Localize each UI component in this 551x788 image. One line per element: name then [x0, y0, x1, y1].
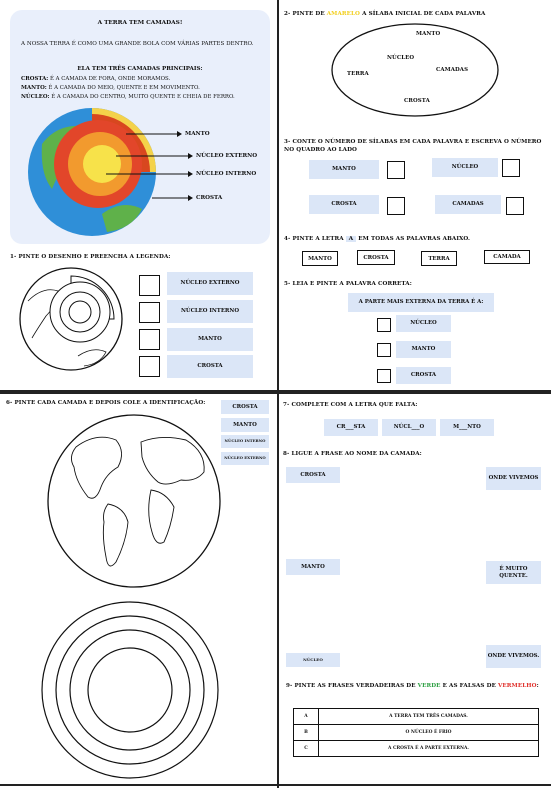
table-row[interactable]: [294, 741, 539, 757]
q7-title: 7- COMPLETE COM A LETRA QUE FALTA:: [283, 402, 418, 408]
q3-answer-box-4[interactable]: [506, 197, 524, 215]
q2-title: 2- PINTE DE AMARELO A SÍLABA INICIAL DE CADA PALAVRA: [284, 11, 486, 17]
q5-option-crosta: CROSTA: [396, 367, 451, 384]
q9-row-text[interactable]: A CROSTA É A PARTE EXTERNA.: [319, 741, 539, 757]
table-row[interactable]: [294, 709, 539, 725]
q5-option-manto: MANTO: [396, 341, 451, 358]
q5-title: 5- LEIA E PINTE A PALAVRA CORRETA:: [284, 281, 412, 287]
q1-earth-outline[interactable]: [18, 266, 124, 372]
q9-row-text[interactable]: A TERRA TEM TRÊS CAMADAS.: [319, 709, 539, 725]
inner-core-layer: [83, 145, 121, 183]
q6-sticker-nucleo-interno[interactable]: NÚCLEO INTERNO: [221, 435, 269, 448]
q9-row-text[interactable]: O NÚCLEO É FRIO: [319, 725, 539, 741]
q2-word-crosta[interactable]: CROSTA: [404, 98, 430, 104]
q1-legend-label-1: NÚCLEO EXTERNO: [167, 272, 253, 295]
q8-left-manto[interactable]: MANTO: [286, 559, 340, 575]
q6-sticker-crosta[interactable]: CROSTA: [221, 400, 269, 414]
diagram-label-manto: MANTO: [185, 131, 210, 137]
q8-left-crosta[interactable]: CROSTA: [286, 467, 340, 483]
q3-word-camadas: CAMADAS: [435, 195, 501, 214]
q3-title: 3- CONTE O NÚMERO DE SÍLABAS EM CADA PALAVRA E ESCREVA O NÚMERO NO QUADRO AO LADO: [284, 139, 542, 153]
q7-word-2[interactable]: NÚCL___O: [382, 419, 436, 436]
intro-text: A NOSSA TERRA É COMO UMA GRANDE BOLA COM VÁRIAS PARTES DENTRO.: [21, 41, 254, 47]
q3-word-manto: MANTO: [309, 160, 379, 179]
q3-word-crosta: CROSTA: [309, 195, 379, 214]
q1-legend-label-2: NÚCLEO INTERNO: [167, 300, 253, 323]
q1-legend-label-3: MANTO: [167, 328, 253, 351]
q1-legend-box-4[interactable]: [139, 356, 160, 377]
q1-legend-box-1[interactable]: [139, 275, 160, 296]
q3-answer-box-3[interactable]: [387, 197, 405, 215]
diagram-label-outer-core: NÚCLEO EXTERNO: [196, 153, 258, 159]
intro-layer-manto: MANTO: É A CAMADA DO MEIO, QUENTE E EM MOVIMENTO.: [21, 85, 200, 91]
table-row[interactable]: [294, 725, 539, 741]
q8-right-2[interactable]: É MUITO QUENTE.: [486, 561, 541, 584]
q6-layers-circles[interactable]: [40, 600, 220, 780]
q4-word-camada[interactable]: CAMADA: [484, 250, 530, 264]
q3-answer-box-1[interactable]: [387, 161, 405, 179]
q1-legend-box-2[interactable]: [139, 302, 160, 323]
q2-word-camadas[interactable]: CAMADAS: [436, 67, 469, 73]
q2-word-nucleo[interactable]: NÚCLEO: [387, 55, 415, 61]
horizontal-divider: [0, 390, 551, 394]
q6-title: 6- PINTE CADA CAMADA E DEPOIS COLE A IDENTIFICAÇÃO:: [6, 400, 206, 406]
q2-word-manto[interactable]: MANTO: [416, 31, 441, 37]
q9-row-letter: C: [294, 741, 319, 757]
q5-question: A PARTE MAIS EXTERNA DA TERRA É A:: [348, 293, 494, 312]
q1-legend-label-4: CROSTA: [167, 355, 253, 378]
q5-option-box-2[interactable]: [377, 343, 391, 357]
q4-word-terra[interactable]: TERRA: [421, 251, 457, 266]
q9-row-letter: A: [294, 709, 319, 725]
q8-right-3[interactable]: ONDE VIVEMOS.: [486, 645, 541, 668]
q5-option-box-3[interactable]: [377, 369, 391, 383]
diagram-label-inner-core: NÚCLEO INTERNO: [196, 171, 257, 177]
q9-true-false-table: [293, 708, 539, 757]
q5-option-box-1[interactable]: [377, 318, 391, 332]
q8-title: 8- LIGUE A FRASE AO NOME DA CAMADA:: [283, 451, 422, 457]
q1-legend-box-3[interactable]: [139, 329, 160, 350]
bottom-border: [0, 784, 551, 786]
q3-answer-box-2[interactable]: [502, 159, 520, 177]
q6-world-globe[interactable]: [46, 412, 222, 590]
q4-title: 4- PINTE A LETRA A EM TODAS AS PALAVRAS ABAIXO.: [284, 236, 471, 242]
diagram-label-crosta: CROSTA: [196, 195, 223, 201]
q9-title: 9- PINTE AS FRASES VERDADEIRAS DE VERDE E AS FALSAS DE VERMELHO:: [286, 683, 539, 689]
intro-layer-crosta: CROSTA: É A CAMADA DE FORA, ONDE MORAMOS.: [21, 76, 171, 82]
vertical-divider: [277, 0, 279, 788]
q8-left-nucleo[interactable]: NÚCLEO: [286, 653, 340, 667]
q7-word-1[interactable]: CR___STA: [324, 419, 378, 436]
q9-row-letter: B: [294, 725, 319, 741]
q4-word-manto[interactable]: MANTO: [302, 251, 338, 266]
q3-word-nucleo: NÚCLEO: [432, 158, 498, 177]
intro-subtitle: ELA TEM TRÊS CAMADAS PRINCIPAIS:: [77, 66, 203, 72]
q4-word-crosta[interactable]: CROSTA: [357, 250, 395, 265]
q7-word-3[interactable]: M___NTO: [440, 419, 494, 436]
intro-title: A TERRA TEM CAMADAS!: [97, 20, 183, 26]
q2-word-terra[interactable]: TERRA: [347, 71, 369, 77]
q6-sticker-nucleo-externo[interactable]: NÚCLEO EXTERNO: [221, 452, 269, 465]
intro-layer-nucleo: NÚCLEO: É A CAMADA DO CENTRO, MUITO QUENTE E CHEIA DE FERRO.: [21, 94, 235, 100]
q6-sticker-manto[interactable]: MANTO: [221, 418, 269, 432]
q8-right-1[interactable]: ONDE VIVEMOS: [486, 467, 541, 490]
q1-title: 1- PINTE O DESENHO E PREENCHA A LEGENDA:: [10, 254, 171, 260]
q5-option-nucleo: NÚCLEO: [396, 315, 451, 332]
